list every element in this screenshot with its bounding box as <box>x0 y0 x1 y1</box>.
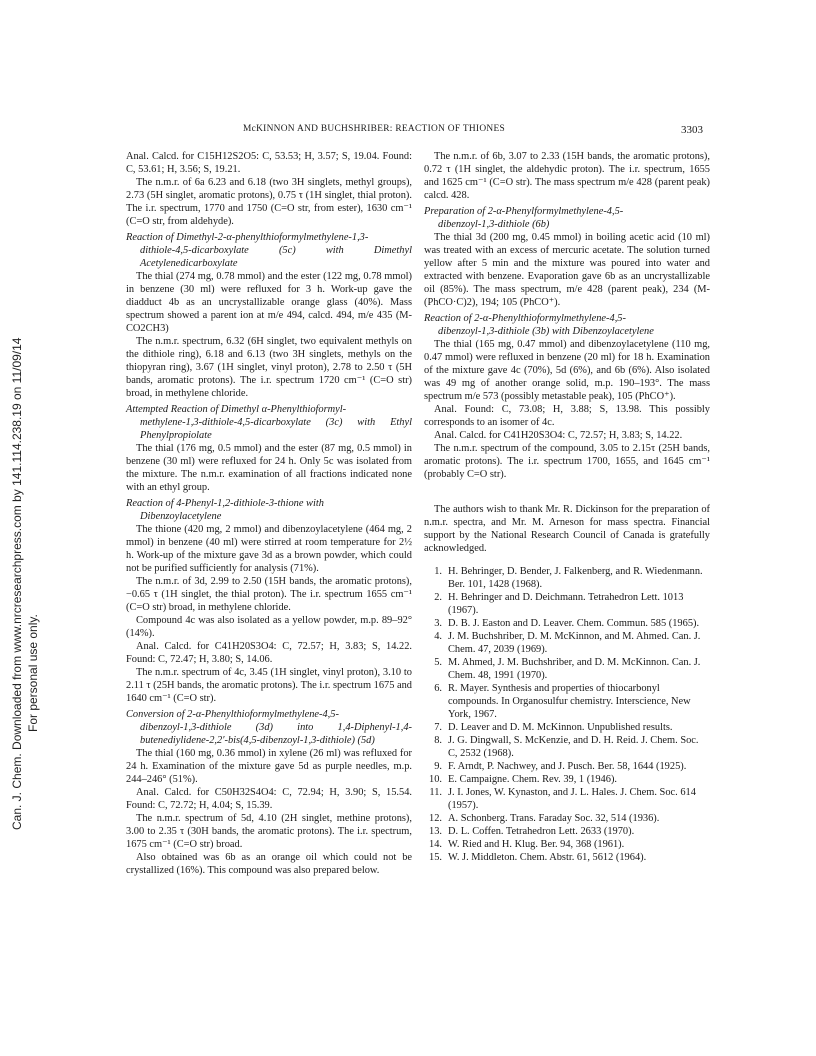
reference-number: 8. <box>434 735 442 746</box>
reference-number: 6. <box>434 683 442 694</box>
reference-text: R. Mayer. Synthesis and properties of thiocarbonyl compounds. In Organosulfur chemistry. Interscience, New York, 1967. <box>448 683 691 720</box>
paragraph: Anal. Calcd. for C41H20S3O4: C, 72.57; H, 3.83; S, 14.22. Found: C, 72.47; H, 3.80; S, 14.06. <box>126 641 412 665</box>
reference-text: F. Arndt, P. Nachwey, and J. Pusch. Ber. 58, 1644 (1925). <box>448 761 687 772</box>
section-heading: Preparation of 2-α-Phenylformylmethylene-4,5- dibenzoyl-1,3-dithiole (6b) <box>424 206 624 230</box>
reference-item <box>424 617 710 630</box>
paragraph: The thial (274 mg, 0.78 mmol) and the ester (122 mg, 0.78 mmol) in benzene (30 ml) were refluxed for 3 h. Work-up gave the diadduct 4b as an uncrystallizable orange glass (40%). Mass spectrum showed a parent ion at m/e 494, calcd. 494, m/e 435 (M-CO2CH3) <box>126 271 412 334</box>
running-header <box>243 124 703 136</box>
paragraph: The n.m.r. spectrum of 5d, 4.10 (2H singlet, methine protons), 3.00 to 2.35 τ (30H bands, the aromatic protons). The i.r. spectrum, 1675 cm⁻¹ (C=O str) broad. <box>126 813 412 850</box>
paragraph: Anal. Found: C, 73.08; H, 3.88; S, 13.98. This possibly corresponds to an isomer of 4c. <box>424 404 710 428</box>
page-number: 3303 <box>681 124 703 136</box>
reference-number: 14. <box>429 839 442 850</box>
paragraph: Also obtained was 6b as an orange oil which could not be crystallized (16%). This compound was also prepared below. <box>126 852 412 876</box>
paragraph: The n.m.r. spectrum of 4c, 3.45 (1H singlet, vinyl proton), 3.10 to 2.11 τ (25H bands, the aromatic protons). The i.r. spectrum 1675 and 1640 cm⁻¹ (C=O str). <box>126 667 413 704</box>
reference-number: 5. <box>434 657 442 668</box>
paragraph: The n.m.r. of 6b, 3.07 to 2.33 (15H bands, the aromatic protons), 0.72 τ (1H singlet, the aldehydic proton). The i.r. spectrum, 1655 and 1625 cm⁻¹ (C=O str). The mass spectrum m/e 428 (parent peak) calcd. 428. <box>424 151 710 201</box>
reference-item <box>424 812 710 825</box>
left-column <box>126 150 412 877</box>
reference-item <box>424 786 710 812</box>
reference-item <box>424 682 710 721</box>
paragraph: The n.m.r. of 3d, 2.99 to 2.50 (15H bands, the aromatic protons), −0.65 τ (1H singlet, the thial proton). The i.r. spectrum 1655 cm⁻¹ (C=O str) broad, in methylene chloride. <box>126 576 412 613</box>
reference-item <box>424 734 710 760</box>
reference-text: D. Leaver and D. M. McKinnon. Unpublished results. <box>448 722 673 733</box>
download-watermark <box>10 270 46 830</box>
paragraph: Anal. Calcd. for C41H20S3O4: C, 72.57; H, 3.83; S, 14.22. <box>434 430 683 441</box>
reference-number: 9. <box>434 761 442 772</box>
watermark-line-1: Can. J. Chem. Downloaded from www.nrcresearchpress.com by 141.114.238.19 on 11/09/14 <box>10 337 24 830</box>
reference-number: 11. <box>429 787 442 798</box>
running-title: McKINNON AND BUCHSHRIBER: REACTION OF THIONES <box>243 124 506 134</box>
paragraph: The thione (420 mg, 2 mmol) and dibenzoylacetylene (464 mg, 2 mmol) in benzene (40 ml) were stirred at room temperature for 2½ h. Work-up of the mixture gave 3d as a brown powder, which could not be purified sufficiently for analysis (71%). <box>126 524 412 574</box>
reference-text: W. Ried and H. Klug. Ber. 94, 368 (1961). <box>448 839 625 850</box>
section-heading: Reaction of Dimethyl-2-α-phenylthioformylmethylene-1,3- dithiole-4,5-dicarboxylate (5c) with Dimethyl Acetylenedicarboxylate <box>126 232 412 269</box>
reference-item <box>424 721 710 734</box>
reference-text: M. Ahmed, J. M. Buchshriber, and D. M. McKinnon. Can. J. Chem. 48, 1991 (1970). <box>448 657 701 681</box>
reference-item <box>424 773 710 786</box>
reference-number: 13. <box>429 826 442 837</box>
right-column <box>424 150 710 864</box>
reference-number: 3. <box>434 618 442 629</box>
watermark-line-2: For personal use only. <box>26 614 40 732</box>
paragraph: The n.m.r. spectrum of the compound, 3.05 to 2.15τ (25H bands, aromatic protons). The i.r. spectrum 1700, 1655, and 1645 cm⁻¹ (probably C=O str). <box>424 443 710 480</box>
paragraph: The thial (165 mg, 0.47 mmol) and dibenzoylacetylene (110 mg, 0.47 mmol) were refluxed in benzene (20 ml) for 18 h. Examination of the mixture gave 4c (70%), 5d (6%), and 6b (6%). Also isolated was 49 mg of another orange solid, m.p. 190–193°. The mass spectrum m/e 573 (possibly metastable peak), 105 (PhCO⁺). <box>424 339 710 402</box>
section-heading: Reaction of 4-Phenyl-1,2-dithiole-3-thione with Dibenzoylacetylene <box>126 498 324 522</box>
reference-item <box>424 656 710 682</box>
reference-item <box>424 825 710 838</box>
reference-item <box>424 760 710 773</box>
paragraph: The thial 3d (200 mg, 0.45 mmol) in boiling acetic acid (10 ml) was treated with an excess of mercuric acetate. The solution turned yellow after 5 min and the mixture was poured into water and extracted with benzene. Evaporation gave 6b as an uncrystallizable oil (85%). The mass spectrum, m/e 428 (parent peak), 234 (M-(PhCO·C)2), 194; 105 (PhCO⁺). <box>424 232 710 308</box>
reference-text: W. J. Middleton. Chem. Abstr. 61, 5612 (1964). <box>448 852 647 863</box>
reference-number: 7. <box>434 722 442 733</box>
reference-item <box>424 851 710 864</box>
paragraph: Compound 4c was also isolated as a yellow powder, m.p. 89–92° (14%). <box>126 615 412 639</box>
reference-text: J. G. Dingwall, S. McKenzie, and D. H. Reid. J. Chem. Soc. C, 2532 (1968). <box>448 735 699 759</box>
paragraph: The n.m.r. spectrum, 6.32 (6H singlet, two equivalent methyls on the dithiole ring), 6.18 and 6.13 (two 3H singlets, methyls on the thiopyran ring), 3.67 (1H singlet, vinyl proton), 2.78 to 2.50 τ (5H bands, aromatic protons). The i.r. spectrum 1720 cm⁻¹ (C=O str) broad, in methylene chloride. <box>126 336 412 399</box>
section-heading: Conversion of 2-α-Phenylthioformylmethylene-4,5- dibenzoyl-1,3-dithiole (3d) into 1,4-Diphenyl-1,4-butenediylidene-2,2′-bis(4,5-dibenzoyl-1,3-dithiole) (5d) <box>126 709 412 746</box>
paragraph: The thial (176 mg, 0.5 mmol) and the ester (87 mg, 0.5 mmol) in benzene (30 ml) were refluxed for 24 h. Only 5c was isolated from the mixture. The n.m.r. examination of all fractions indicated none with an ethyl group. <box>126 443 412 493</box>
paragraph: The thial (160 mg, 0.36 mmol) in xylene (26 ml) was refluxed for 24 h. Examination of the mixture gave 5d as purple needles, m.p. 244–246° (51%). <box>126 748 412 785</box>
reference-number: 12. <box>429 813 442 824</box>
paragraph: Anal. Calcd. for C50H32S4O4: C, 72.94; H, 3.90; S, 15.54. Found: C, 72.72; H, 4.04; S, 15.39. <box>126 787 412 811</box>
reference-number: 2. <box>434 592 442 603</box>
paragraph: Anal. Calcd. for C15H12S2O5: C, 53.53; H, 3.57; S, 19.04. Found: C, 53.61; H, 3.56; S, 19.21. <box>126 151 412 175</box>
reference-text: J. M. Buchshriber, D. M. McKinnon, and M. Ahmed. Can. J. Chem. 47, 2039 (1969). <box>448 631 701 655</box>
reference-number: 1. <box>434 566 442 577</box>
reference-text: A. Schonberg. Trans. Faraday Soc. 32, 514 (1936). <box>448 813 660 824</box>
reference-item <box>424 565 710 591</box>
reference-number: 4. <box>434 631 442 642</box>
reference-number: 15. <box>429 852 442 863</box>
reference-text: J. I. Jones, W. Kynaston, and J. L. Hales. J. Chem. Soc. 614 (1957). <box>448 787 696 811</box>
reference-item <box>424 591 710 617</box>
reference-item <box>424 630 710 656</box>
acknowledgement: The authors wish to thank Mr. R. Dickinson for the preparation of n.m.r. spectra, and Mr. M. Arneson for mass spectra. Financial support by the National Research Council of Canada is gratefully acknowledged. <box>424 504 710 554</box>
reference-text: E. Campaigne. Chem. Rev. 39, 1 (1946). <box>448 774 618 785</box>
section-heading: Attempted Reaction of Dimethyl α-Phenylthioformyl- methylene-1,3-dithiole-4,5-dicarboxylate (3c) with Ethyl Phenylpropiolate <box>126 404 412 441</box>
section-heading: Reaction of 2-α-Phenylthioformylmethylene-4,5- dibenzoyl-1,3-dithiole (3b) with Dibenzoylacetylene <box>424 313 654 337</box>
reference-text: H. Behringer and D. Deichmann. Tetrahedron Lett. 1013 (1967). <box>448 592 684 616</box>
reference-text: D. B. J. Easton and D. Leaver. Chem. Commun. 585 (1965). <box>448 618 700 629</box>
reference-text: H. Behringer, D. Bender, J. Falkenberg, and R. Wiedenmann. Ber. 101, 1428 (1968). <box>448 566 703 590</box>
reference-item <box>424 838 710 851</box>
reference-list <box>424 565 710 864</box>
reference-text: D. L. Coffen. Tetrahedron Lett. 2633 (1970). <box>448 826 635 837</box>
paragraph: The n.m.r. of 6a 6.23 and 6.18 (two 3H singlets, methyl groups), 2.73 (5H singlet, aromatic protons), 0.75 τ (1H singlet, thial proton). The i.r. spectrum, 1770 and 1750 (C=O str, from ester), 1630 cm⁻¹ (C=O str, from aldehyde). <box>126 177 412 227</box>
reference-number: 10. <box>429 774 442 785</box>
